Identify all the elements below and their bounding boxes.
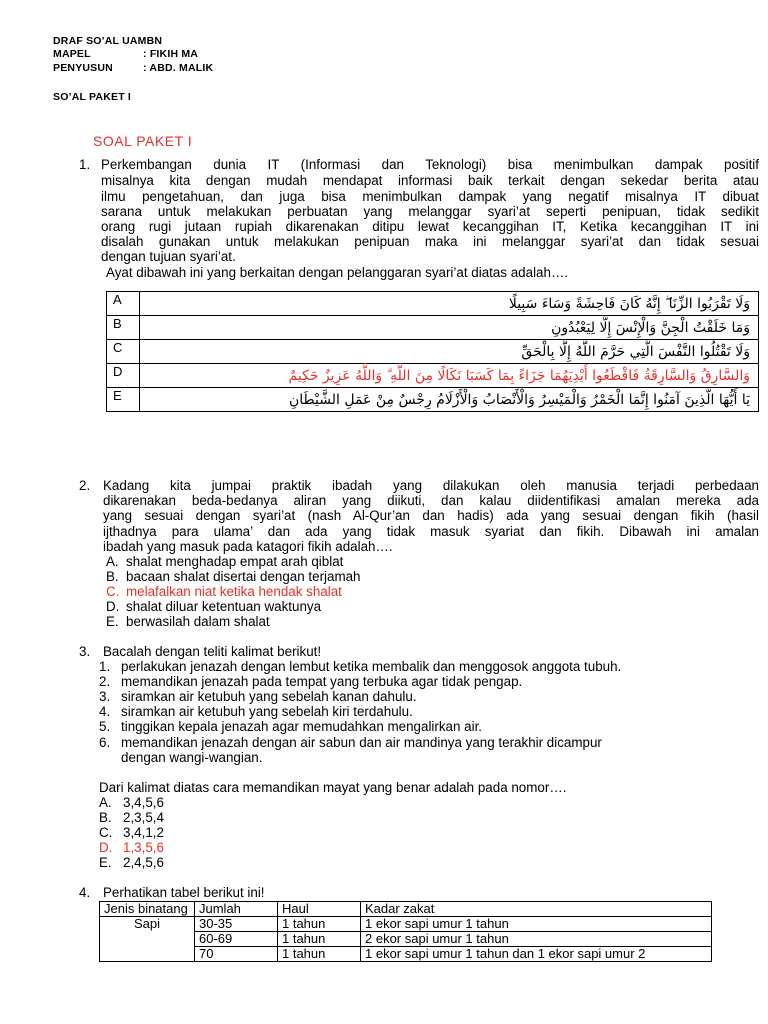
ayat-text: وَمَا خَلَقْتُ الْجِنَّ وَالْإِنْسَ إِلَّا لِيَعْبُدُونِ xyxy=(140,316,759,340)
q1-line: misalnya kita dengan mudah mendapat informasi baik terkait dengan sekedar berita atau xyxy=(101,173,759,188)
section-title: SOAL PAKET I xyxy=(93,133,193,149)
table-header-cell: Jenis binatang xyxy=(100,902,195,917)
option-label: B xyxy=(107,316,140,340)
q2-option[interactable]: A. shalat menghadap empat arah qiblat xyxy=(106,554,344,569)
table-cell-animal: Sapi xyxy=(100,917,195,962)
q1-line: ilmu pengetahuan, dan juga bisa menimbulkan dampak yang negatif misalnya IT dibuat xyxy=(101,189,759,204)
q2-line: ibadah yang masuk pada katagori fikih adalah…. xyxy=(103,539,393,554)
table-row xyxy=(100,917,712,932)
option-label: D xyxy=(107,364,140,388)
q1-line: sarana untuk melakukan perbuatan yang melanggar syari’at seperti penipuan, tidak sedikit xyxy=(101,204,759,219)
q1-prompt: Ayat dibawah ini yang berkaitan dengan pelanggaran syari’at diatas adalah…. xyxy=(106,265,569,280)
mapel-value: : FIKIH MA xyxy=(143,48,199,60)
q2-line: ijthadnya para ulama’ dan ada yang tidak masuk syariat dan fikih. Dibawah ini amalan xyxy=(103,524,759,539)
q1-options-table xyxy=(106,291,759,412)
q3-item: 2. memandikan jenazah pada tempat yang terbuka agar tidak pengap. xyxy=(99,674,523,689)
table-cell: 1 ekor sapi umur 1 tahun dan 1 ekor sapi umur 2 xyxy=(361,947,712,962)
penyusun-row xyxy=(53,62,214,74)
ayat-text: وَلَا تَقْتُلُوا النَّفْسَ الَّتِي حَرَّمَ اللَّهُ إِلَّا بِالْحَقِّ xyxy=(140,340,759,364)
q4-intro: Perhatikan tabel berikut ini! xyxy=(103,885,265,900)
q2-option[interactable]: B. bacaan shalat disertai dengan terjamah xyxy=(106,569,361,584)
q3-option[interactable]: C. 3,4,1,2 xyxy=(99,825,164,840)
table-header-cell: Kadar zakat xyxy=(361,902,712,917)
q3-item: 4. siramkan air ketubuh yang sebelah kiri terdahulu. xyxy=(99,704,413,719)
penyusun-label: PENYUSUN xyxy=(53,62,113,74)
q3-intro: Bacalah dengan teliti kalimat berikut! xyxy=(103,644,322,659)
q3-option[interactable]: A. 3,4,5,6 xyxy=(99,795,164,810)
q1-number: 1. xyxy=(79,157,91,172)
q1-line: orang rugi jutaan rupiah dikarenakan ditipu lewat kecanggihan IT, Ketika kecanggihan IT ini xyxy=(101,219,759,234)
q3-item: 6. memandikan jenazah dengan air sabun dan air mandinya yang terakhir dicampur xyxy=(99,735,602,750)
q3-option-answer[interactable]: D. 1,3,5,6 xyxy=(99,840,164,855)
ayat-text: وَلَا تَقْرَبُوا الزِّنَا ۖ إِنَّهُ كَانَ فَاحِشَةً وَسَاءَ سَبِيلًا xyxy=(140,292,759,316)
paket-label: SO’AL PAKET I xyxy=(53,91,132,103)
table-cell: 60-69 xyxy=(195,932,278,947)
mapel-label: MAPEL xyxy=(53,48,91,60)
q2-line: dikarenakan beda-bedanya aliran yang diikuti, dan kalau diidentifikasi amalan mereka ada xyxy=(103,493,759,508)
q3-number: 3. xyxy=(79,644,91,659)
q2-number: 2. xyxy=(79,478,91,493)
q2-line: yang sesuai dengan syari’at (nash Al-Qur’an dan hadis) ada yang sesuai dengan fikih (hasil xyxy=(103,508,759,523)
table-cell: 1 tahun xyxy=(278,917,361,932)
table-cell: 1 tahun xyxy=(278,947,361,962)
option-label: A xyxy=(107,292,140,316)
q3-item: 5. tinggikan kepala jenazah agar memudahkan mengalirkan air. xyxy=(99,719,483,734)
mapel-row xyxy=(53,48,199,60)
q3-item: 3. siramkan air ketubuh yang sebelah kanan dahulu. xyxy=(99,689,417,704)
table-cell: 1 ekor sapi umur 1 tahun xyxy=(361,917,712,932)
q3-item-continuation: dengan wangi-wangian. xyxy=(121,750,263,765)
q3-prompt: Dari kalimat diatas cara memandikan mayat yang benar adalah pada nomor…. xyxy=(99,780,567,795)
table-cell: 30-35 xyxy=(195,917,278,932)
table-cell: 1 tahun xyxy=(278,932,361,947)
table-cell: 2 ekor sapi umur 1 tahun xyxy=(361,932,712,947)
q1-option-row[interactable] xyxy=(107,340,759,364)
q1-option-row[interactable] xyxy=(107,292,759,316)
q2-line: Kadang kita jumpai praktik ibadah yang dilakukan oleh manusia terjadi perbedaan xyxy=(103,478,759,493)
penyusun-value: : ABD. MALIK xyxy=(143,62,214,74)
q1-option-row-answer[interactable] xyxy=(107,364,759,388)
q2-option[interactable]: D. shalat diluar ketentuan waktunya xyxy=(106,599,322,614)
q1-option-row[interactable] xyxy=(107,316,759,340)
zakat-table xyxy=(99,901,712,962)
table-cell: 70 xyxy=(195,947,278,962)
q2-option-answer[interactable]: C. melafalkan niat ketika hendak shalat xyxy=(106,584,342,599)
q1-line: dengan tujuan syari’at. xyxy=(101,249,236,264)
option-label: E xyxy=(107,388,140,412)
q3-option[interactable]: E. 2,4,5,6 xyxy=(99,855,164,870)
q1-line: Perkembangan dunia IT (Informasi dan Teknologi) bisa menimbulkan dampak positif xyxy=(101,157,759,172)
q3-option[interactable]: B. 2,3,5,4 xyxy=(99,810,164,825)
q2-option[interactable]: E. berwasilah dalam shalat xyxy=(106,614,270,629)
ayat-text-answer: وَالسَّارِقُ وَالسَّارِقَةُ فَاقْطَعُوا أَيْدِيَهُمَا جَزَاءً بِمَا كَسَبَا نَكَالًا مِنَ اللَّهِ ۗ وَاللَّهُ عَزِيزٌ حَكِيمٌ xyxy=(140,364,759,388)
q1-line: disalah gunakan untuk melakukan penipuan maka ini melanggar syari’at dan tidak sesuai xyxy=(101,234,759,249)
q3-item: 1. perlakukan jenazah dengan lembut ketika membalik dan menggosok anggota tubuh. xyxy=(99,659,622,674)
q1-option-row[interactable] xyxy=(107,388,759,412)
option-label: C xyxy=(107,340,140,364)
draft-title: DRAF SO’AL UAMBN xyxy=(53,35,163,47)
table-header-row xyxy=(100,902,712,917)
table-header-cell: Jumlah xyxy=(195,902,278,917)
table-header-cell: Haul xyxy=(278,902,361,917)
ayat-text: يَا أَيُّهَا الَّذِينَ آمَنُوا إِنَّمَا الْخَمْرُ وَالْمَيْسِرُ وَالْأَنْصَابُ وَالْأَزْلَامُ رِجْسٌ مِنْ عَمَلِ الشَّيْطَانِ xyxy=(140,388,759,412)
q4-number: 4. xyxy=(79,885,91,900)
